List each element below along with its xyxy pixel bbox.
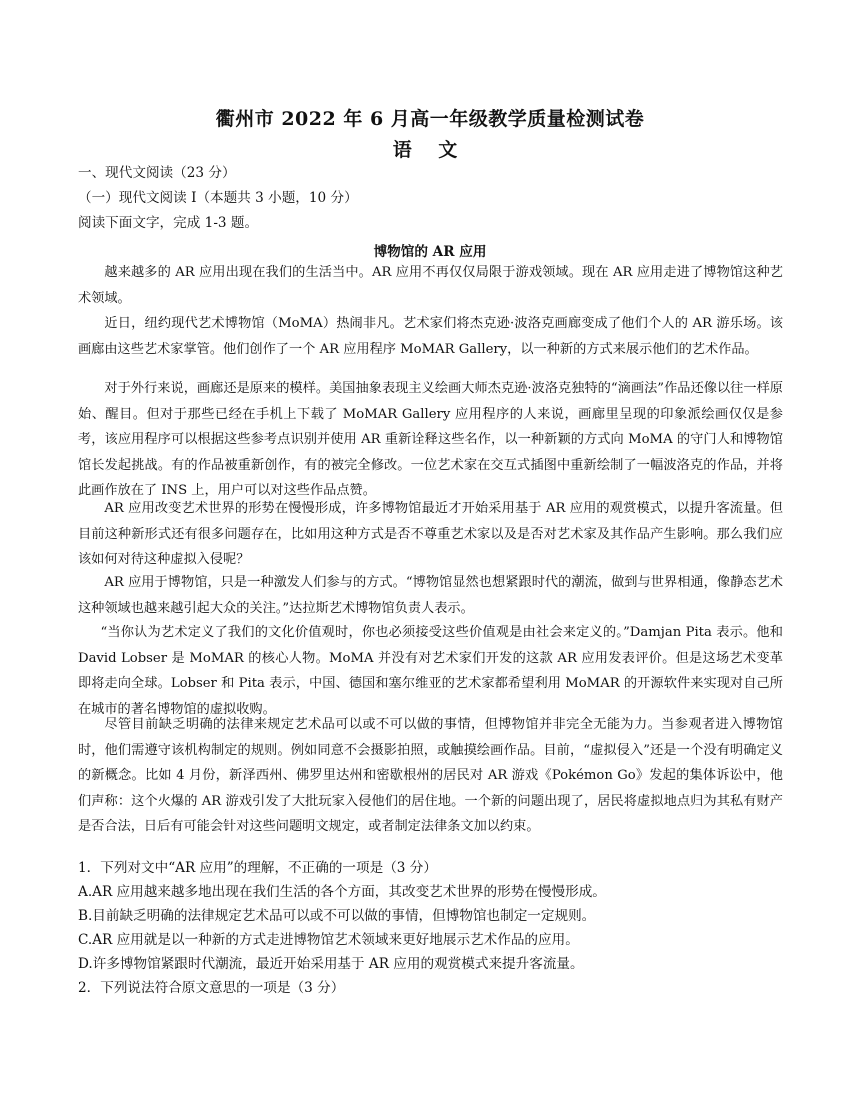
reading-instruction: 阅读下面文字，完成 1-3 题。 [78, 215, 259, 231]
subject-title: 语 文 [392, 139, 468, 161]
article-paragraph-1: 越来越多的 AR 应用出现在我们的生活当中。AR 应用不再仅仅局限于游戏领域。现在 AR 应用走进了博物馆这种艺术领域。 [78, 265, 783, 306]
question-1-option-d: D.许多博物馆紧跟时代潮流，最近开始采用基于 AR 应用的观赏模式来提升客流量。 [78, 956, 584, 972]
article-paragraph-3: 对于外行来说，画廊还是原来的模样。美国抽象表现主义绘画大师杰克逊·波洛克独特的“滴画法”作品还像以往一样原始、醒目。但对于那些已经在手机上下载了 MoMAR Gallery 应用程序的人来说，画廊里呈现的印象派绘画仅仅是参考，该应用程序可以根据这些参考点识别并使用 AR 重新诠释这些名作，以一种新颖的方式向 MoMA 的守门人和博物馆馆长发起挑战。有的作品被重新创作，有的被完全修改。一位艺术家在交互式插图中重新绘制了一幅波洛克的作品，并将此画作放在了 INS 上，用户可以对这些作品点赞。 [78, 381, 783, 498]
article-title: 博物馆的 AR 应用 [373, 244, 487, 260]
section-subheading: （一）现代文阅读 I（本题共 3 小题，10 分） [78, 190, 358, 206]
article-paragraph-7: 尽管目前缺乏明确的法律来规定艺术品可以或不可以做的事情，但博物馆并非完全无能为力。当参观者进入博物馆时，他们需遵守该机构制定的规则。例如同意不会摄影拍照，或触摸绘画作品。目前，“虚拟侵入”还是一个没有明确定义的新概念。比如 4 月份，新泽西州、佛罗里达州和密歇根州的居民对 AR 游戏《Pokémon Go》发起的集体诉讼中，他们声称：这个火爆的 AR 游戏引发了大批玩家入侵他们的居住地。一个新的问题出现了，居民将虚拟地点归为其私有财产是否合法，日后有可能会针对这些问题明文规定，或者制定法律条文加以约束。 [78, 717, 783, 834]
question-1-option-b: B.目前缺乏明确的法律规定艺术品可以或不可以做的事情，但博物馆也制定一定规则。 [78, 908, 596, 924]
question-1-stem: 1．下列对文中“AR 应用”的理解，不正确的一项是（3 分） [78, 860, 437, 876]
article-paragraph-5: AR 应用于博物馆，只是一种激发人们参与的方式。“博物馆显然也想紧跟时代的潮流，做到与世界相通，像静态艺术这种领域也越来越引起大众的关注。”达拉斯艺术博物馆负责人表示。 [78, 575, 783, 616]
question-1-option-a: A.AR 应用越来越多地出现在我们生活的各个方面，其改变艺术世界的形势在慢慢形成。 [78, 884, 606, 900]
exam-title: 衢州市 2022 年 6 月高一年级教学质量检测试卷 [215, 108, 645, 130]
article-paragraph-2: 近日，纽约现代艺术博物馆（MoMA）热闹非凡。艺术家们将杰克逊·波洛克画廊变成了他们个人的 AR 游乐场。该画廊由这些艺术家掌管。他们创作了一个 AR 应用程序 MoMAR Gallery，以一种新的方式来展示他们的艺术作品。 [78, 316, 783, 357]
section-heading: 一、现代文阅读（23 分） [78, 165, 236, 181]
article-paragraph-4: AR 应用改变艺术世界的形势在慢慢形成，许多博物馆最近才开始采用基于 AR 应用的观赏模式，以提升客流量。但目前这种新形式还有很多问题存在，比如用这种方式是否不尊重艺术家以及是否对艺术家及其作品产生影响。那么我们应该如何对待这种虚拟入侵呢？ [78, 501, 783, 567]
article-paragraph-6: “当你认为艺术定义了我们的文化价值观时，你也必须接受这些价值观是由社会来定义的。”Damjan Pita 表示。他和 David Lobser 是 MoMAR 的核心人物。MoMA 并没有对艺术家们开发的这款 AR 应用发表评价。但是这场艺术变革即将走向全球。Lobser 和 Pita 表示，中国、德国和塞尔维亚的艺术家都希望利用 MoMAR 的开源软件来实现对自己所在城市的著名博物馆的虚拟收购。 [78, 625, 783, 717]
question-2-stem: 2．下列说法符合原文意思的一项是（3 分） [78, 980, 345, 996]
question-1-option-c: C.AR 应用就是以一种新的方式走进博物馆艺术领域来更好地展示艺术作品的应用。 [78, 932, 579, 948]
